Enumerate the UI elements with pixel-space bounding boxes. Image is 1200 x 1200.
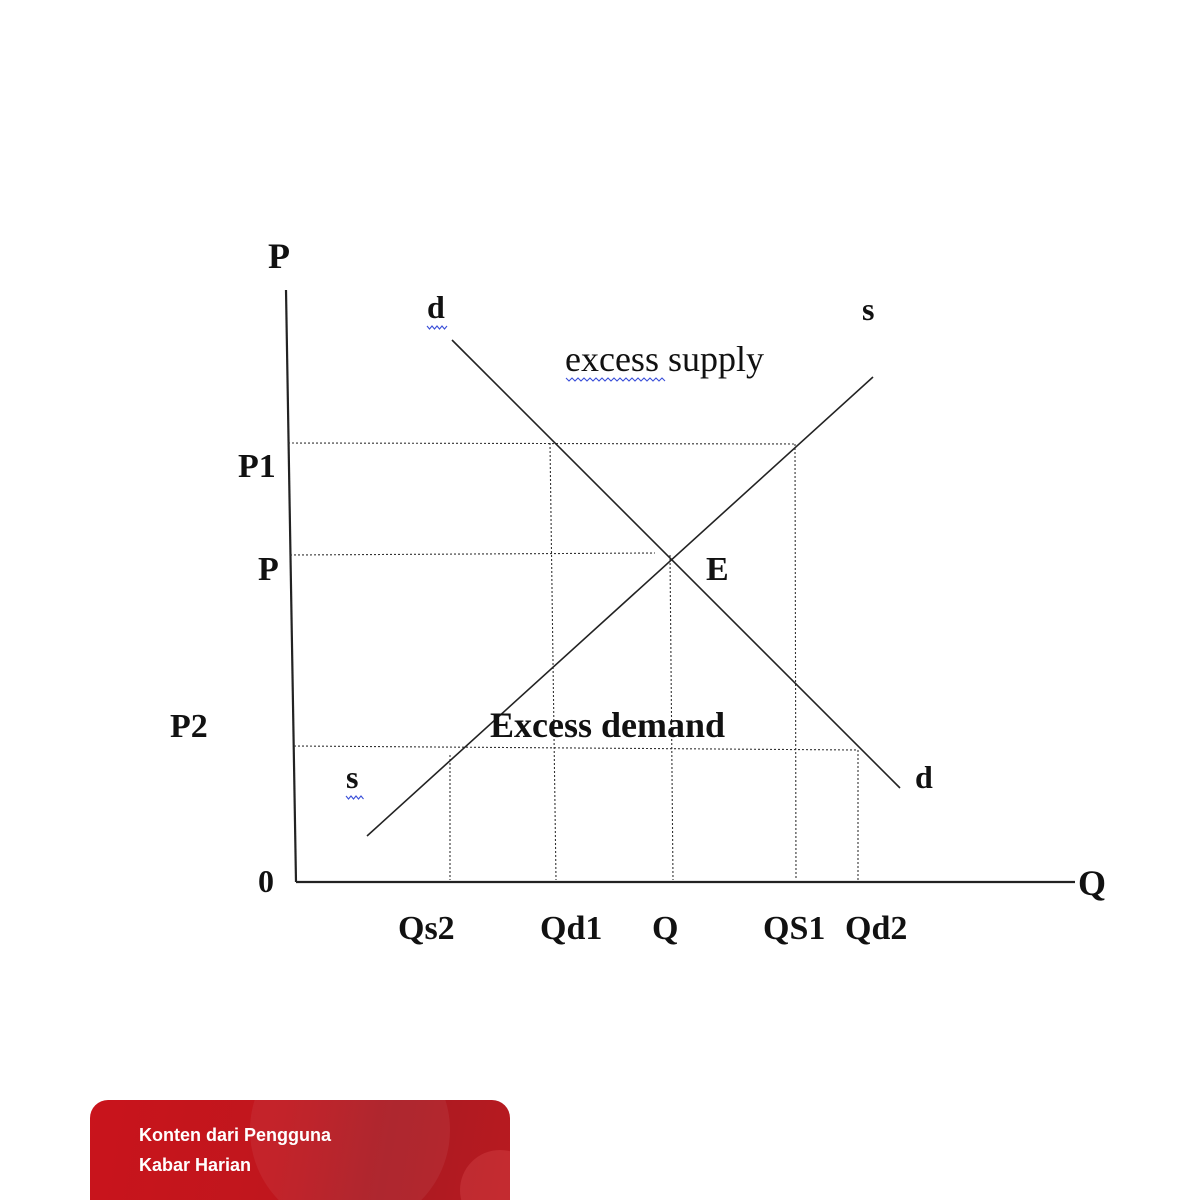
p2-guide-line <box>294 746 858 750</box>
price-label-p1: P1 <box>238 448 276 485</box>
quantity-axis-label: Q <box>1078 863 1107 903</box>
price-axis <box>286 290 296 882</box>
p-guide-line <box>290 553 655 555</box>
supply-curve <box>367 377 873 836</box>
excess-demand-label: Excess demand <box>490 705 726 745</box>
quantity-label-qs2: Qs2 <box>398 910 455 947</box>
qs1-guide-line <box>795 444 796 880</box>
badge-source[interactable]: Kabar Harian <box>139 1155 252 1175</box>
qd1-guide-line <box>550 443 556 880</box>
supply-label-bottom: s <box>346 759 359 795</box>
quantity-label-qd2: Qd2 <box>845 910 908 947</box>
price-axis-label: P <box>268 236 290 276</box>
user-content-badge <box>90 1100 510 1200</box>
price-label-p: P <box>258 551 279 588</box>
quantity-label-qs1: QS1 <box>763 910 826 947</box>
origin-label: 0 <box>258 863 274 899</box>
quantity-label-qd1: Qd1 <box>540 910 603 947</box>
excess-supply-label: excess supply <box>565 339 764 379</box>
equilibrium-label: E <box>706 551 729 588</box>
quantity-label-q: Q <box>652 910 679 947</box>
badge-decoration <box>250 1100 450 1200</box>
badge-title: Konten dari Pengguna <box>139 1125 332 1145</box>
price-label-p2: P2 <box>170 708 208 745</box>
supply-label-bottom-underline <box>346 796 364 799</box>
badge-decoration-dot <box>460 1150 510 1200</box>
demand-label-top: d <box>427 289 445 325</box>
demand-label-top-underline <box>427 326 447 329</box>
demand-label-bottom: d <box>915 759 933 795</box>
supply-label-top: s <box>862 291 875 327</box>
p1-guide-line <box>288 443 795 444</box>
